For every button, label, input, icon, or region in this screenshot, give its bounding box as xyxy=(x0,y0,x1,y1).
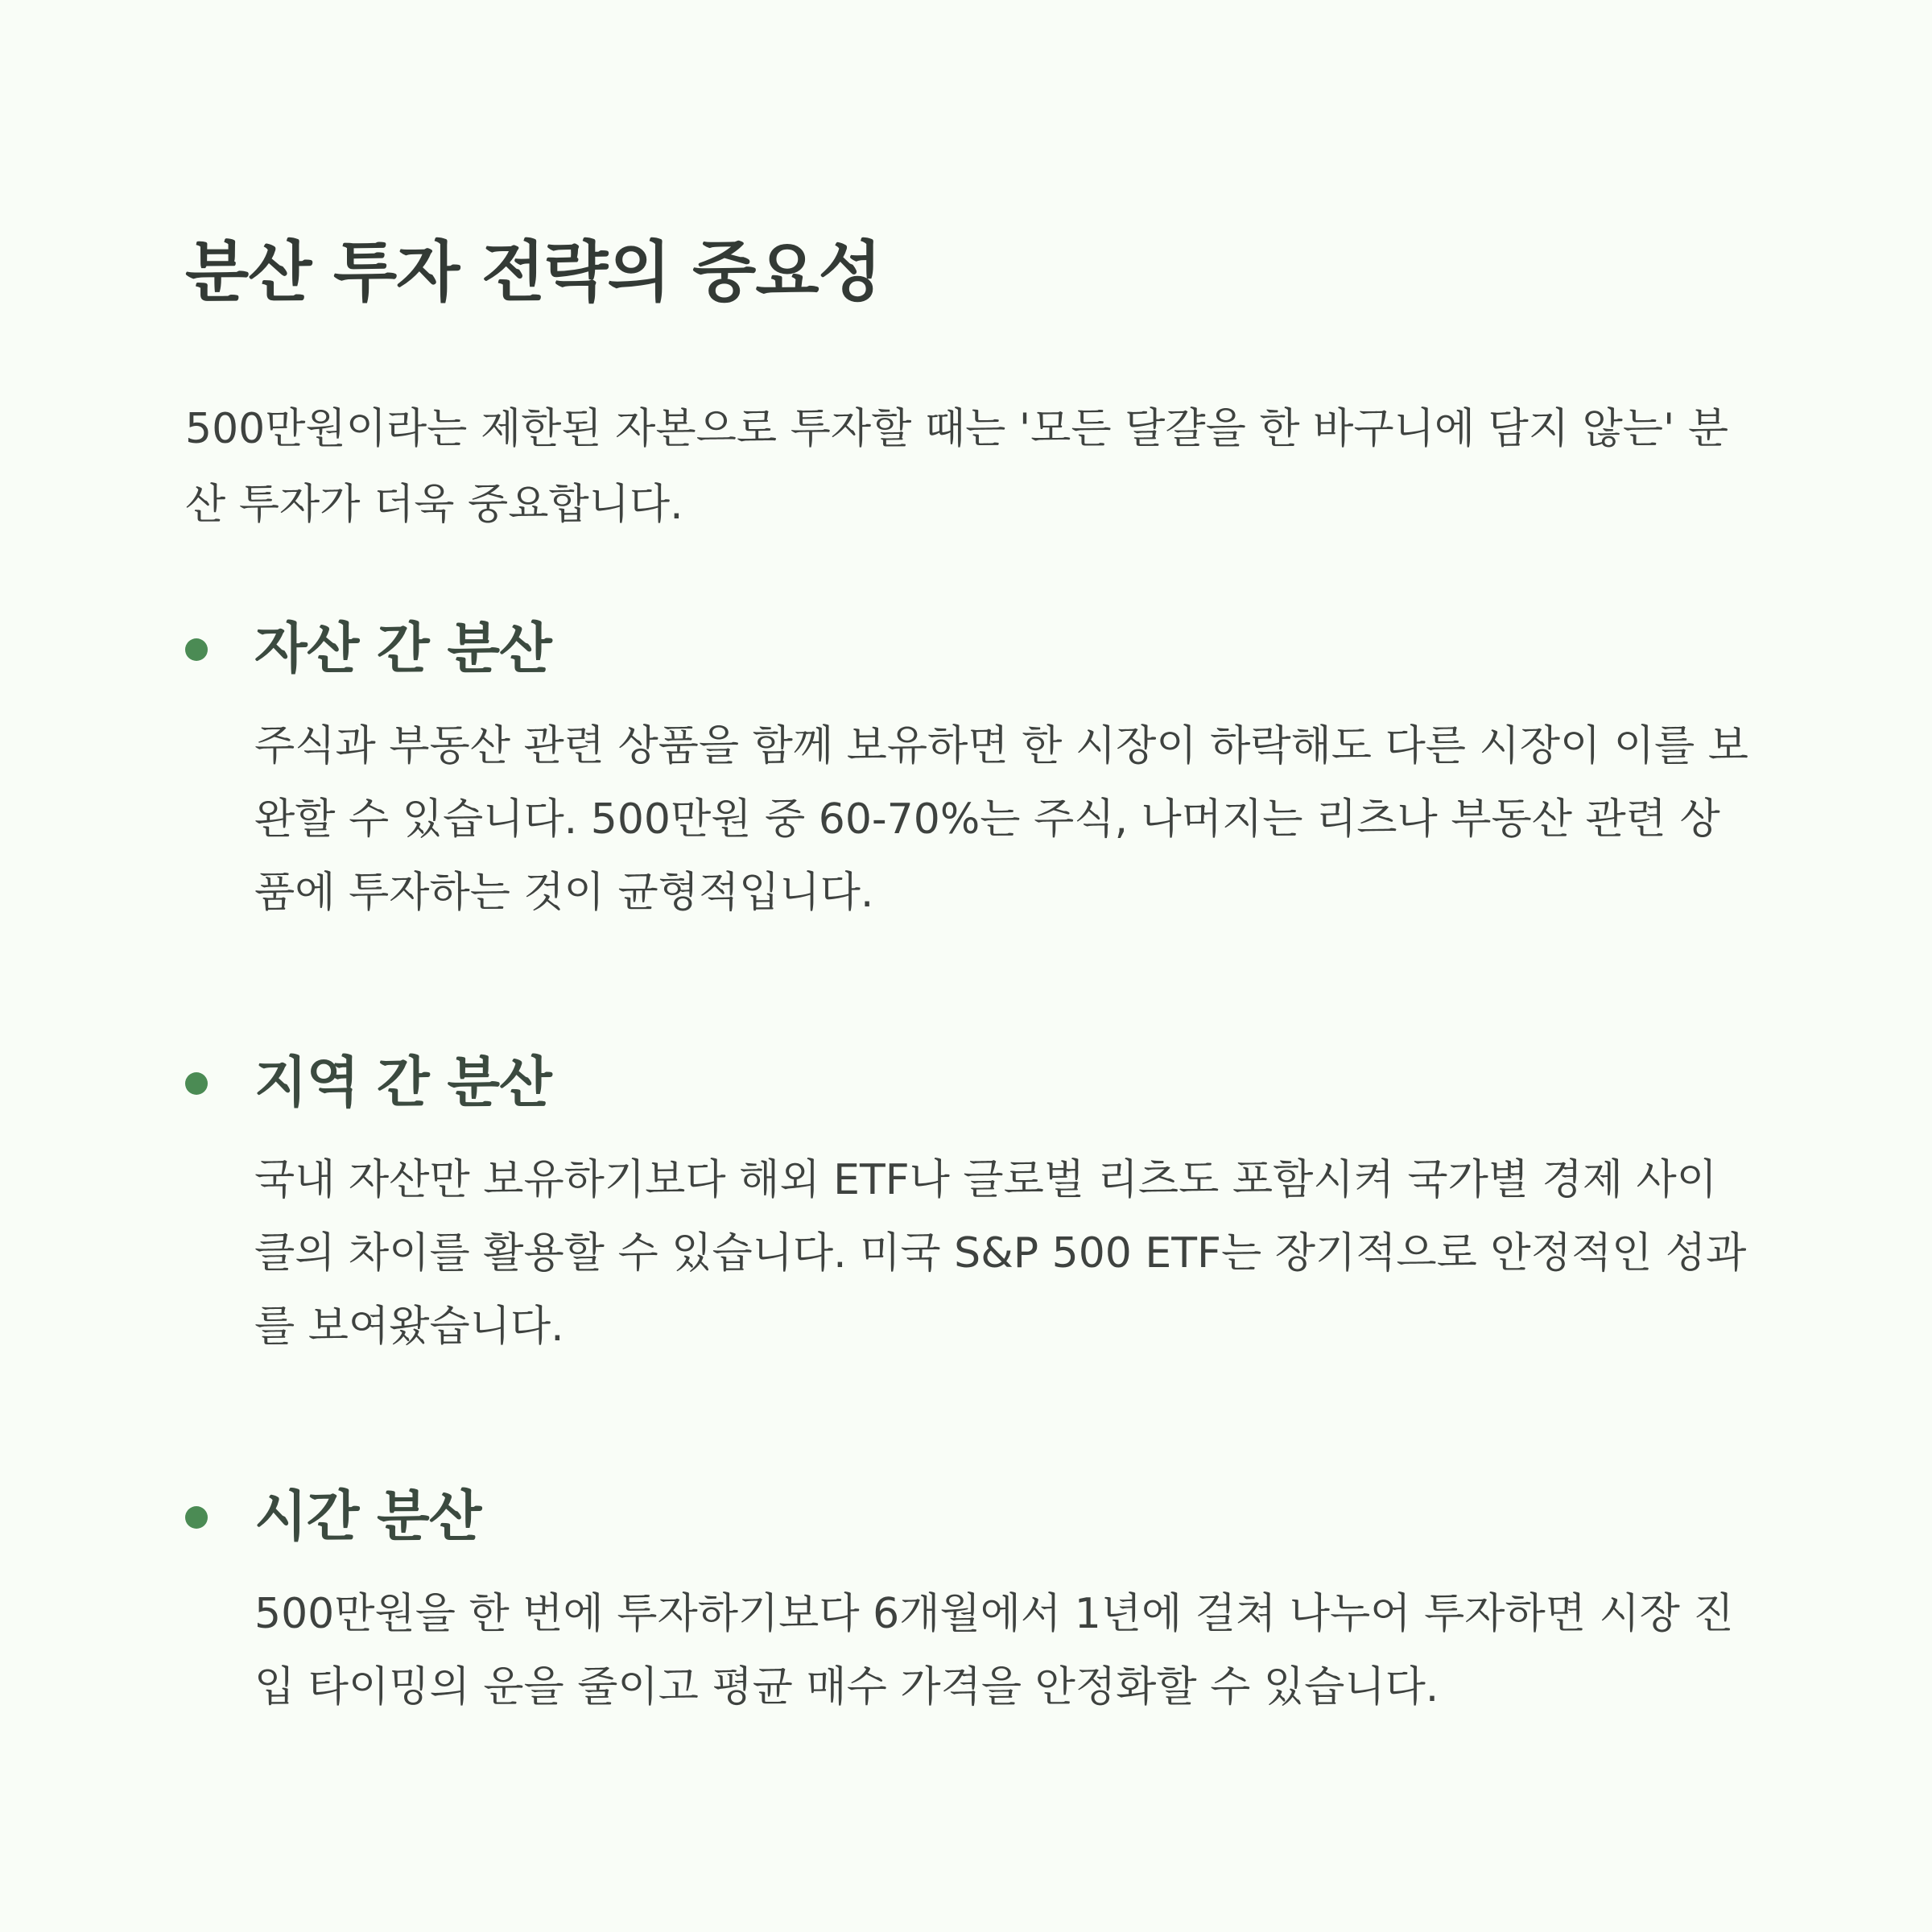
section-asset-diversification xyxy=(185,605,1755,930)
bullet-dot-icon xyxy=(185,1506,208,1529)
intro-paragraph: 500만원이라는 제한된 자본으로 투자할 때는 '모든 달걀을 한 바구니에 담지 않는' 분산 투자가 더욱 중요합니다. xyxy=(185,405,1729,530)
section-heading: 자산 간 분산 xyxy=(254,617,551,682)
bullet-dot-icon xyxy=(185,1072,208,1095)
section-regional-diversification xyxy=(185,1039,1755,1364)
section-heading: 지역 간 분산 xyxy=(254,1051,551,1116)
section-body: 500만원을 한 번에 투자하기보다 6개월에서 1년에 걸쳐 나누어 투자하면 시장 진입 타이밍의 운을 줄이고 평균 매수 가격을 안정화할 수 있습니다. xyxy=(254,1590,1734,1712)
section-body: 주식과 부동산 관련 상품을 함께 보유하면 한 시장이 하락해도 다른 시장이 이를 보완할 수 있습니다. 500만원 중 60-70%는 주식, 나머지는 리츠나 부동산 관련 상품에 투자하는 것이 균형적입니다. xyxy=(254,722,1749,918)
section-body: 국내 자산만 보유하기보다 해외 ETF나 글로벌 리츠도 포함시켜 국가별 경제 사이클의 차이를 활용할 수 있습니다. 미국 S&P 500 ETF는 장기적으로 안정적인 성과를 보여왔습니다. xyxy=(254,1156,1747,1352)
section-list xyxy=(185,605,1755,1724)
bullet-dot-icon xyxy=(185,638,208,661)
section-heading: 시간 분산 xyxy=(254,1485,481,1550)
page-title: 분산 투자 전략의 중요성 xyxy=(185,234,881,311)
section-time-diversification xyxy=(185,1473,1755,1724)
